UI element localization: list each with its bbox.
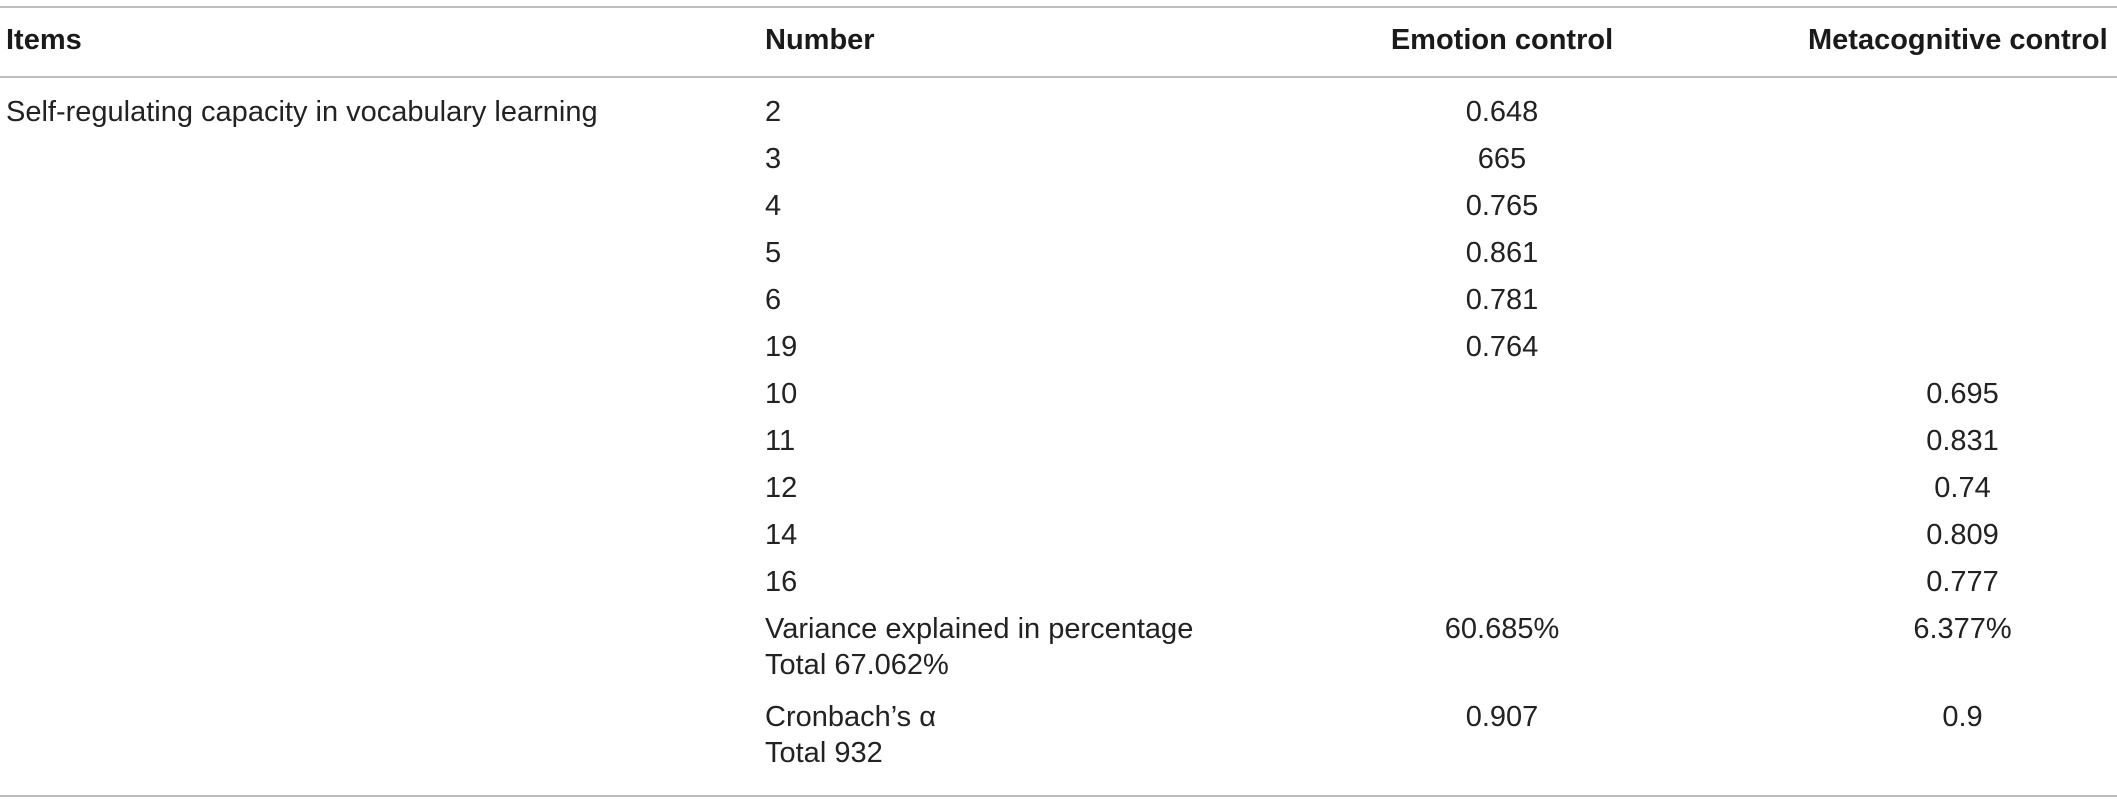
- row-number: 16: [765, 566, 798, 598]
- row-emotion-value: 0.861: [1465, 237, 1539, 269]
- alpha-total: Total 932: [765, 737, 883, 769]
- variance-emotion-value: 60.685%: [1444, 613, 1560, 645]
- header-number: Number: [765, 24, 875, 56]
- row-emotion-value: 0.765: [1465, 190, 1539, 222]
- header-emotion-control: Emotion control: [1390, 24, 1614, 56]
- variance-meta-value: 6.377%: [1913, 613, 2012, 645]
- table-bottom-rule: [0, 795, 2117, 797]
- row-meta-value: 0.809: [1926, 519, 1999, 551]
- alpha-label: [765, 699, 936, 771]
- variance-label-text: Variance explained in percentage: [765, 613, 1194, 645]
- header-metacognitive-control: Metacognitive control: [1808, 24, 2108, 56]
- row-meta-value: 0.74: [1934, 472, 1991, 504]
- row-number: 10: [765, 378, 798, 410]
- row-number: 6: [765, 284, 782, 316]
- item-label: Self-regulating capacity in vocabulary learning: [6, 96, 598, 128]
- header-items: Items: [6, 24, 82, 56]
- row-emotion-value: 665: [1477, 143, 1527, 175]
- row-number: 5: [765, 237, 782, 269]
- table-top-rule: [0, 6, 2117, 8]
- row-number: 14: [765, 519, 798, 551]
- alpha-meta-value: 0.9: [1942, 701, 1983, 733]
- row-number: 3: [765, 143, 782, 175]
- row-emotion-value: 0.781: [1465, 284, 1539, 316]
- row-meta-value: 0.831: [1926, 425, 1999, 457]
- variance-total: Total 67.062%: [765, 649, 949, 681]
- header-rule: [0, 76, 2117, 78]
- row-number: 19: [765, 331, 798, 363]
- row-emotion-value: 0.764: [1465, 331, 1539, 363]
- row-number: 2: [765, 96, 782, 128]
- row-emotion-value: 0.648: [1465, 96, 1539, 128]
- alpha-emotion-value: 0.907: [1465, 701, 1539, 733]
- row-meta-value: 0.695: [1926, 378, 1999, 410]
- variance-label: [765, 611, 1193, 683]
- row-number: 4: [765, 190, 782, 222]
- row-number: 12: [765, 472, 798, 504]
- row-meta-value: 0.777: [1926, 566, 1999, 598]
- row-number: 11: [765, 425, 796, 457]
- alpha-label-text: Cronbach’s α: [765, 701, 936, 733]
